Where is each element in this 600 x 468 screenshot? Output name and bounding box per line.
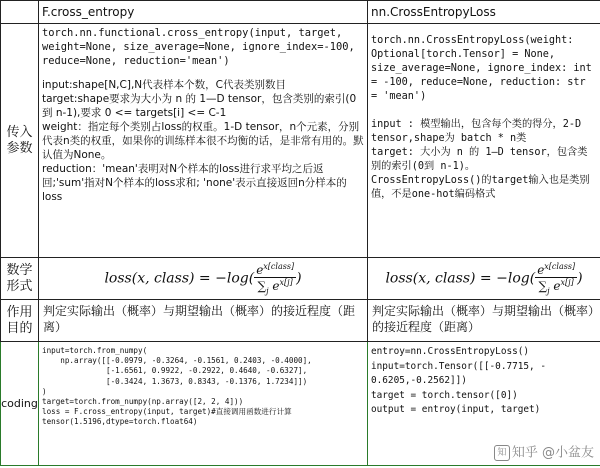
formula-den-sub-r: j [547, 286, 550, 296]
left-signature: torch.nn.functional.cross_entropy(input, target, weight=None, size_average=None, ignore_index=-100, reduce=None, reduction='mean') [42, 27, 355, 67]
params-label-text: 传入 参数 [6, 124, 33, 156]
left-input-desc: input:shape[N,C],N代表样本个数，C代表类别数目 [42, 79, 286, 91]
purpose-label-text: 作用 目的 [6, 304, 33, 336]
formula-den-e-r: e [553, 278, 561, 293]
left-target-desc: target:shape要求为大小为 n 的 1—D tensor，包含类别的索引(0到 n-1),要求 0 <= targets[i] <= C-1 [42, 93, 357, 119]
params-label [1, 24, 39, 258]
formula-rhs-r: ) [577, 270, 583, 287]
formula-rhs: ) [296, 270, 302, 287]
params-left-cell [39, 24, 368, 258]
formula-den-e: e [272, 278, 280, 293]
right-target-desc: target: 大小为 n 的 1—D tensor，包含类别的索引(0到 n-1)。 [371, 147, 588, 172]
formula-den-r: ∑ [538, 278, 548, 293]
math-label [1, 258, 39, 300]
header-left: F.cross_entropy [39, 1, 368, 24]
formula-left [39, 258, 368, 300]
right-note: CrossEntropyLoss()的target输入也是类别值，不是one-hot编码格式 [371, 175, 590, 200]
coding-left: input=torch.from_numpy( np.array([[-0.0979, -0.3264, -0.1561, 0.2403, -0.4000], [-1.6561, 0.9922, -0.2922, 0.4640, -0.6327], [-0.3424, 1.3673, 0.8343, -0.1376, 1.7234]]) ) target=torch.from_numpy(np.array([2, 2, 4])) loss = F.cross_entropy(input, target)#直接调用函数进行计算 tensor(1.5196,dtype=torch.float64) [39, 342, 368, 466]
math-label-text: 数学 形式 [6, 262, 33, 294]
header-right: nn.CrossEntropyLoss [368, 1, 600, 24]
right-input-desc: input : 模型输出，包含每个类的得分，2-D tensor,shape为 batch * n类 [371, 119, 582, 144]
formula-den: ∑ [257, 278, 267, 293]
left-weight-desc: weight：指定每个类别占loss的权重。1-D tensor，n个元素，分别代表n类的权重，如果你的训练样本很不均衡的话，是非常有用的。默认值为None。 [42, 121, 364, 161]
purpose-right: 判定实际输出（概率）与期望输出（概率）的接近程度（距离） [368, 300, 600, 342]
formula-fraction-r [535, 262, 577, 295]
purpose-label [1, 300, 39, 342]
watermark-text: 知乎 @小盆友 [511, 445, 594, 461]
formula-num: e [256, 262, 264, 277]
formula-lhs: loss(x, class) = −log( [104, 270, 255, 287]
coding-label: coding [1, 342, 39, 466]
right-signature: torch.nn.CrossEntropyLoss(weight: Optional[torch.Tensor] = None, size_average=None, ignore_index: int = -100, reduce=None, reduction: str = 'mean') [371, 35, 592, 102]
purpose-left: 判定实际输出（概率）与期望输出（概率）的接近程度（距离） [39, 300, 368, 342]
formula-lhs-r: loss(x, class) = −log( [385, 270, 536, 287]
coding-right-text: entroy=nn.CrossEntropyLoss() input=torch.Tensor([[-0.7715, - 0.6205,-0.2562]]) target = torch.tensor([0]) output = entroy(input, target) [371, 346, 546, 415]
formula-num-sup-r: x[class] [544, 261, 576, 271]
formula-right [368, 258, 600, 300]
formula-den-sub: j [266, 286, 269, 296]
formula-den-sup: x[j] [279, 277, 293, 287]
formula-fraction [254, 262, 296, 295]
corner-cell [1, 1, 39, 24]
coding-right [368, 342, 600, 466]
left-reduction-desc: reduction：'mean'表明对N个样本的loss进行求平均之后返回;'sum'指对N个样本的loss求和; 'none'表示直接返回n分样本的loss [42, 163, 347, 203]
params-right-cell [368, 24, 600, 258]
formula-num-sup: x[class] [263, 261, 295, 271]
zhihu-logo-icon: 知 [494, 445, 510, 461]
formula-num-r: e [537, 262, 545, 277]
watermark [494, 445, 594, 461]
formula-den-sup-r: x[j] [560, 277, 574, 287]
